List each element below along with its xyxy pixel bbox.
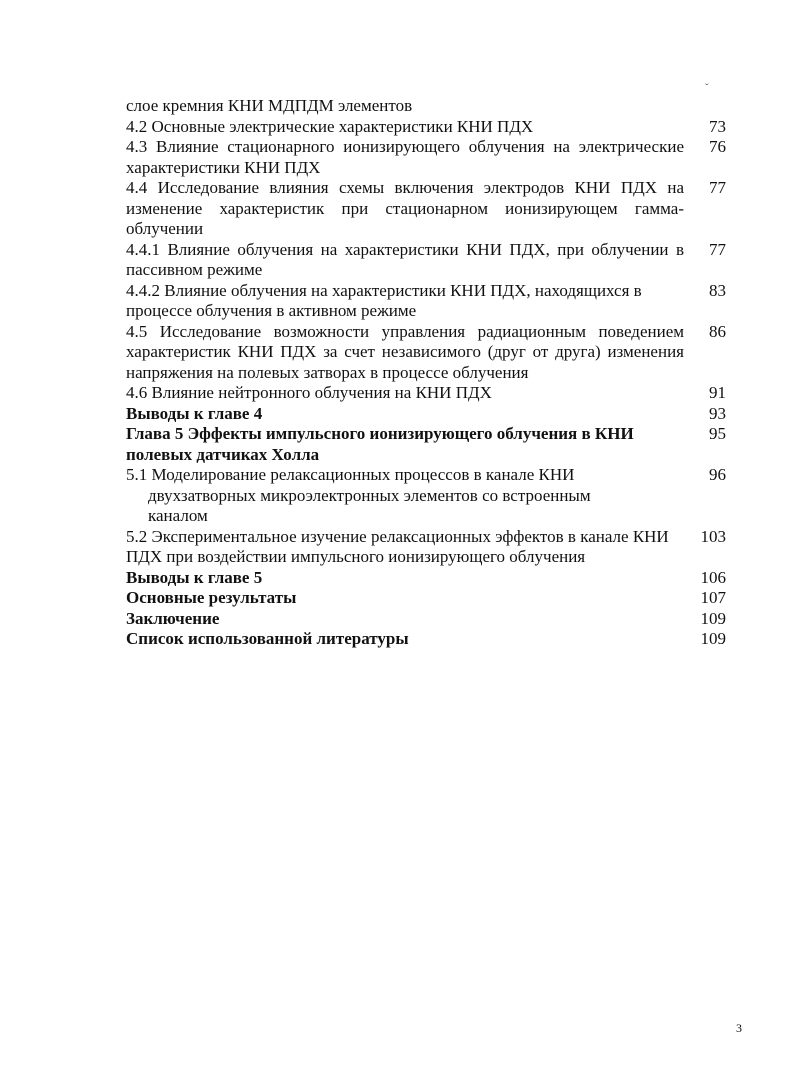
toc-entry [126, 465, 726, 527]
toc-entry-text: 4.5 Исследование возможности управления радиационным поведением характеристик КНИ ПДХ за счет независимого (друг от друга) изменения напряжения на полевых затворах в процессе облучения [126, 321, 684, 382]
toc-entry-page: 95 [709, 424, 726, 443]
page-number: 3 [736, 1021, 742, 1035]
toc-entry-page: 109 [700, 629, 726, 648]
toc-entry [126, 404, 726, 425]
toc-entry-page: 107 [700, 588, 726, 607]
toc-entry-page: 103 [700, 526, 726, 546]
toc-entry-text: Выводы к главе 4 [126, 403, 263, 423]
toc-entry [126, 96, 726, 117]
toc-entry-text: Глава 5 Эффекты импульсного ионизирующего облучения в КНИ полевых датчиках Холла [126, 424, 634, 464]
toc-entry-text: Основные результаты [126, 588, 297, 607]
toc-entry [126, 117, 726, 138]
toc-entry [126, 383, 726, 404]
scan-mark: ˇ [705, 82, 709, 94]
toc-entry-page: 96 [709, 465, 726, 484]
toc-entry-text: Список использованной литературы [126, 629, 409, 648]
toc-entry [126, 240, 726, 281]
toc-entry-page: 77 [709, 178, 726, 197]
toc-entry-page: 83 [709, 280, 726, 300]
toc-entry-text: Выводы к главе 5 [126, 567, 263, 587]
toc-entry-text: 4.2 Основные электрические характеристики КНИ ПДХ [126, 116, 534, 136]
toc-entry-page: 91 [709, 383, 726, 402]
toc-entry [126, 568, 726, 589]
toc-entry-page: 73 [709, 116, 726, 136]
toc-entry-page: 86 [709, 321, 726, 341]
toc-entry-page: 106 [700, 567, 726, 587]
toc-entry [126, 588, 726, 609]
toc-entry-page: 77 [709, 239, 726, 259]
toc-entry [126, 322, 726, 384]
toc-entry-page: 93 [709, 403, 726, 423]
toc-entry-page: 76 [709, 137, 726, 156]
toc-entry [126, 281, 726, 322]
toc-entry-text: слое кремния КНИ МДПДМ элементов [126, 96, 413, 115]
toc-entry-page: 109 [700, 608, 726, 628]
toc-entry [126, 629, 726, 650]
toc-entry [126, 424, 726, 465]
toc-entry-text: 4.4 Исследование влияния схемы включения электродов КНИ ПДХ на изменение характеристик при стационарном ионизирующем гамма-облучении [126, 178, 684, 238]
toc-entry [126, 137, 726, 178]
toc-entry-text: 4.3 Влияние стационарного ионизирующего облучения на электрические характеристики КНИ ПДХ [126, 137, 684, 177]
toc-entry-text: 4.4.2 Влияние облучения на характеристики КНИ ПДХ, находящихся в процессе облучения в активном режиме [126, 280, 642, 320]
toc-entry-text: 5.1 Моделирование релаксационных процессов в канале КНИ двухзатворных микроэлектронных элементов со встроенным каналом [126, 465, 591, 525]
toc-entry [126, 527, 726, 568]
toc-entry [126, 609, 726, 630]
toc-entry-text: 5.2 Экспериментальное изучение релаксационных эффектов в канале КНИ ПДХ при воздействии импульсного ионизирующего облучения [126, 526, 669, 566]
toc-entry-text: Заключение [126, 608, 220, 628]
toc-entry [126, 178, 726, 240]
table-of-contents [126, 96, 726, 650]
toc-entry-text: 4.6 Влияние нейтронного облучения на КНИ ПДХ [126, 383, 492, 402]
toc-entry-text: 4.4.1 Влияние облучения на характеристики КНИ ПДХ, при облучении в пассивном режиме [126, 239, 684, 279]
